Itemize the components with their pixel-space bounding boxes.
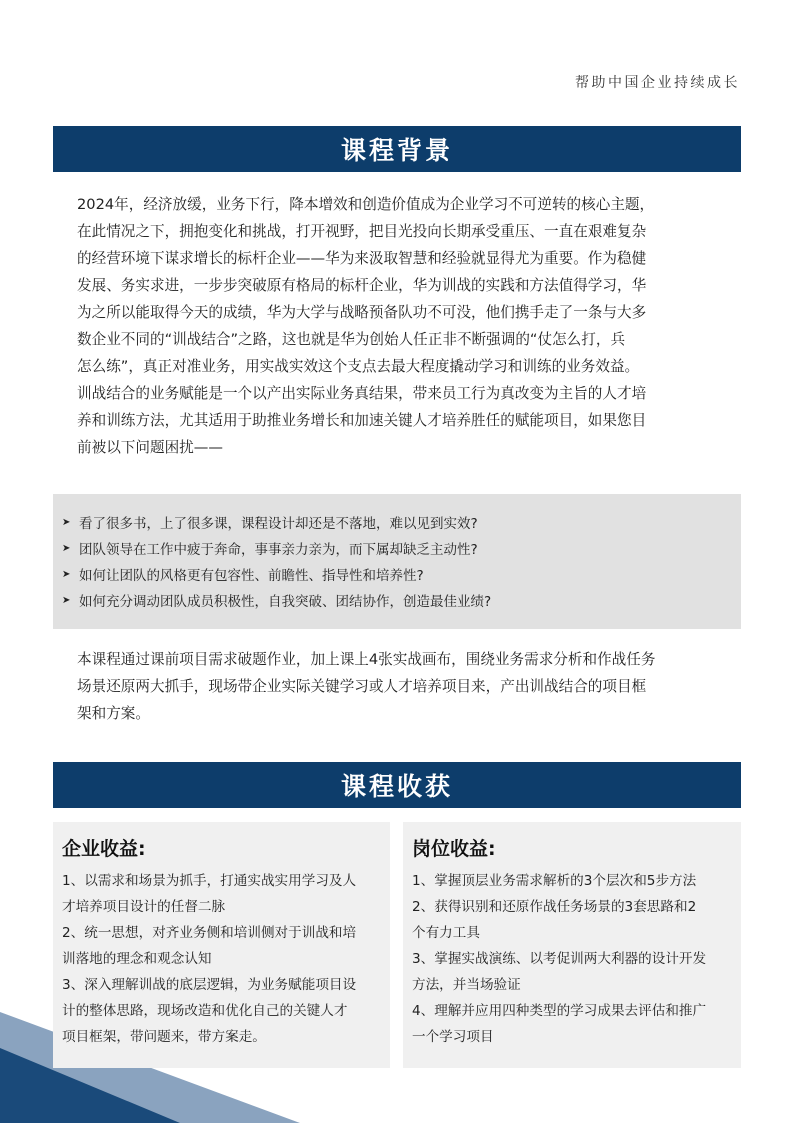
intro-paragraph [77, 191, 717, 461]
box-content [412, 868, 733, 1050]
text-line: 数企业不同的“训战结合”之路，这也就是华为创始人任正非不断强调的“仗怎么打，兵 [77, 331, 626, 348]
arrow-bullet-icon: ➤ [62, 568, 71, 580]
text-line: 2、获得识别和还原作战任务场景的3套思路和2 [412, 899, 697, 915]
text-line: 2、统一思想，对齐业务侧和培训侧对于训战和培 [62, 925, 357, 941]
text-line: 一个学习项目 [412, 1029, 494, 1045]
text-line: 计的整体思路，现场改造和优化自己的关键人才 [62, 1003, 348, 1019]
header-tagline: 帮助中国企业持续成长 [575, 75, 740, 91]
text-line: 场景还原两大抓手，现场带企业实际关键学习或人才培养项目来，产出训战结合的项目框 [77, 678, 647, 695]
text-line: 项目框架，带问题来，带方案走。 [62, 1029, 266, 1045]
issue-text: 看了很多书，上了很多课，课程设计却还是不落地，难以见到实效? [79, 516, 478, 532]
text-line: 前被以下问题困扰—— [77, 439, 223, 456]
issues-list [53, 494, 741, 629]
list-item [53, 509, 741, 535]
text-line: 训落地的理念和观念认知 [62, 951, 212, 967]
text-line: 4、理解并应用四种类型的学习成果去评估和推广 [412, 1003, 707, 1019]
section-banner-background [53, 762, 741, 808]
text-line: 3、深入理解训战的底层逻辑，为业务赋能项目设 [62, 977, 357, 993]
text-line: 1、以需求和场景为抓手，打通实战实用学习及人 [62, 873, 357, 889]
enterprise-benefits-box [53, 822, 390, 1068]
box-title: 岗位收益: [412, 838, 496, 860]
text-line: 架和方案。 [77, 705, 150, 722]
text-line: 本课程通过课前项目需求破题作业，加上课上4张实战画布，围绕业务需求分析和作战任务 [77, 651, 656, 668]
list-item [53, 535, 741, 561]
text-line: 个有力工具 [412, 925, 480, 941]
text-line: 2024年，经济放缓，业务下行，降本增效和创造价值成为企业学习不可逆转的核心主题， [77, 196, 655, 213]
issue-text: 团队领导在工作中疲于奔命，事事亲力亲为，而下属却缺乏主动性? [79, 542, 478, 558]
arrow-bullet-icon: ➤ [62, 594, 71, 606]
list-item [53, 587, 741, 613]
position-benefits-box [403, 822, 741, 1068]
text-line: 才培养项目设计的任督二脉 [62, 899, 226, 915]
section-banner-background [53, 126, 741, 172]
text-line: 3、掌握实战演练、以考促训两大利器的设计开发 [412, 951, 707, 967]
text-line: 1、掌握顶层业务需求解析的3个层次和5步方法 [412, 873, 697, 889]
text-line: 方法，并当场验证 [412, 977, 521, 993]
arrow-bullet-icon: ➤ [62, 542, 71, 554]
outro-paragraph [77, 646, 717, 727]
issue-text: 如何让团队的风格更有包容性、前瞻性、指导性和培养性? [79, 568, 424, 584]
text-line: 训战结合的业务赋能是一个以产出实际业务真结果，带来员工行为真改变为主旨的人才培 [77, 385, 647, 402]
arrow-bullet-icon: ➤ [62, 516, 71, 528]
text-line: 的经营环境下谋求增长的标杆企业——华为来汲取智慧和经验就显得尤为重要。作为稳健 [77, 250, 647, 267]
text-line: 发展、务实求进，一步步突破原有格局的标杆企业，华为训战的实践和方法值得学习，华 [77, 277, 647, 294]
issue-text: 如何充分调动团队成员积极性，自我突破、团结协作，创造最佳业绩? [79, 594, 492, 610]
text-line: 为之所以能取得今天的成绩，华为大学与战略预备队功不可没，他们携手走了一条与大多 [77, 304, 647, 321]
section-title: 课程背景 [340, 136, 453, 165]
text-line: 在此情况之下，拥抱变化和挑战，打开视野，把目光投向长期承受重压、一直在艰难复杂 [77, 223, 647, 240]
box-content [62, 868, 382, 1050]
text-line: 怎么练”，真正对准业务，用实战实效这个支点去最大程度撬动学习和训练的业务效益。 [77, 358, 640, 375]
box-title: 企业收益: [62, 838, 146, 860]
text-line: 养和训练方法，尤其适用于助推业务增长和加速关键人才培养胜任的赋能项目，如果您目 [77, 412, 647, 429]
list-item [53, 561, 741, 587]
section-title: 课程收获 [340, 772, 453, 801]
